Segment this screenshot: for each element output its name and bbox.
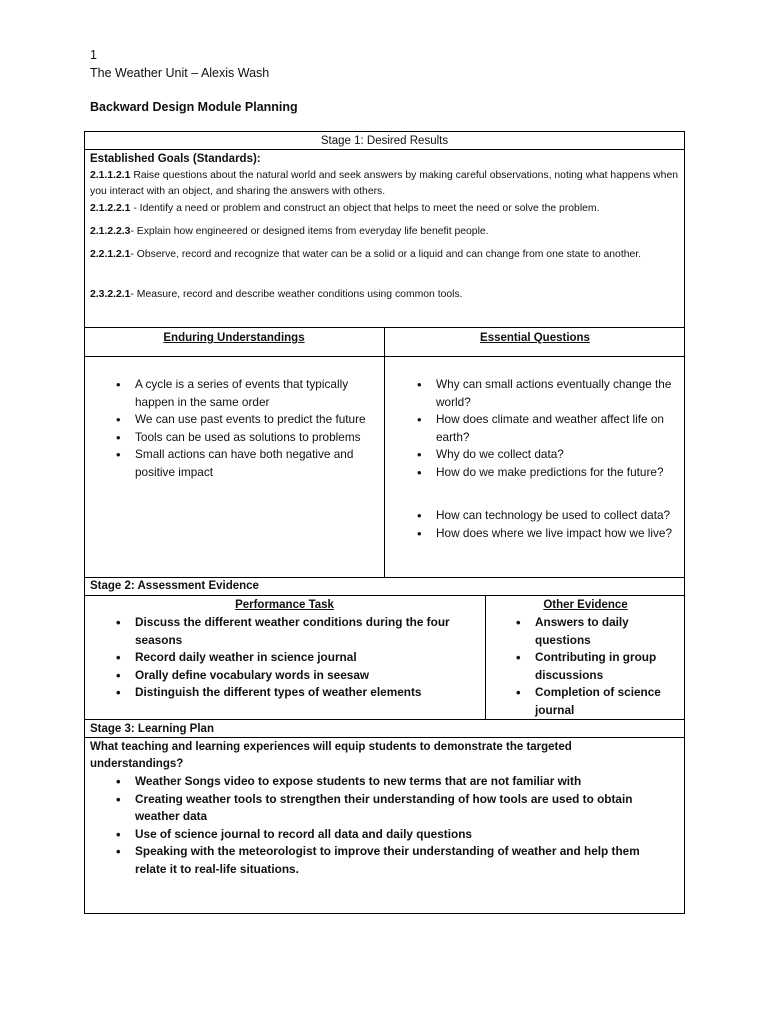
divider (84, 149, 685, 150)
stage1-title: Stage 1: Desired Results (320, 135, 449, 147)
goal-code: 2.3.2.2.1 (90, 289, 131, 300)
goal-item (90, 224, 680, 240)
goal-code: 2.2.1.2.1 (90, 249, 131, 260)
performance-task-list (113, 614, 479, 702)
list-item: • How can technology be used to collect data? (414, 507, 676, 525)
column-divider (485, 595, 486, 719)
column-divider (384, 327, 385, 577)
divider (84, 595, 685, 596)
divider (84, 719, 685, 720)
goal-item (90, 247, 670, 263)
list-item: • Weather Songs video to expose students to new terms that are not familiar with (113, 773, 653, 791)
list-item: • Why do we collect data? (414, 446, 676, 464)
page-number: 1 (90, 48, 97, 62)
list-item: • Creating weather tools to strengthen their understanding of how tools are used to obtain weather data (113, 791, 653, 826)
learning-plan-question: What teaching and learning experiences will equip students to demonstrate the targeted understandings? (90, 741, 572, 770)
list-item: • Record daily weather in science journal (113, 649, 479, 667)
list-item: • We can use past events to predict the future (113, 411, 381, 429)
goal-item (90, 287, 680, 303)
list-item: • How does where we live impact how we live? (414, 525, 676, 543)
goal-code: 2.1.1.2.1 (90, 170, 131, 181)
list-item: • How do we make predictions for the future? (414, 464, 676, 482)
list-item: • Discuss the different weather conditions during the four seasons (113, 614, 479, 649)
goal-text: - Identify a need or problem and construct an object that helps to meet the need or solve the problem. (130, 203, 600, 214)
list-item: • Use of science journal to record all data and daily questions (113, 826, 653, 844)
goal-text: - Explain how engineered or designed items from everyday life benefit people. (130, 226, 489, 237)
unit-title: The Weather Unit – Alexis Wash (90, 66, 270, 80)
enduring-understandings-list (113, 376, 381, 481)
divider (84, 737, 685, 738)
list-item: • Tools can be used as solutions to problems (113, 429, 381, 447)
other-evidence-heading: Other Evidence (543, 599, 628, 611)
learning-plan-list (113, 773, 653, 878)
stage2-title: Stage 2: Assessment Evidence (90, 580, 259, 592)
list-item: • Small actions can have both negative and positive impact (113, 446, 381, 481)
goal-text: - Measure, record and describe weather conditions using common tools. (130, 289, 463, 300)
list-item: • A cycle is a series of events that typically happen in the same order (113, 376, 381, 411)
essential-questions-list (414, 376, 676, 481)
goal-item (90, 168, 680, 200)
list-item: • Speaking with the meteorologist to improve their understanding of weather and help them relate it to real-life situations. (113, 843, 653, 878)
goal-code: 2.1.2.2.3 (90, 226, 131, 237)
goal-text: - Observe, record and recognize that water can be a solid or a liquid and can change from one state to another. (130, 249, 642, 260)
essential-questions-list-continued (414, 507, 676, 542)
other-evidence-list (513, 614, 681, 719)
list-item: • Completion of science journal (513, 684, 681, 719)
goal-code: 2.1.2.2.1 (90, 203, 131, 214)
goal-text: Raise questions about the natural world and seek answers by making careful observations, noting what happens when you interact with an object, and sharing the answers with others. (90, 170, 679, 197)
performance-task-heading: Performance Task (235, 599, 334, 611)
goals-heading: Established Goals (Standards): (90, 153, 261, 165)
essential-questions-heading: Essential Questions (480, 332, 590, 344)
document-title: Backward Design Module Planning (90, 100, 298, 114)
list-item: • Answers to daily questions (513, 614, 681, 649)
enduring-understandings-heading: Enduring Understandings (163, 332, 305, 344)
list-item: • Distinguish the different types of weather elements (113, 684, 479, 702)
list-item: • Contributing in group discussions (513, 649, 681, 684)
list-item: • How does climate and weather affect life on earth? (414, 411, 676, 446)
list-item: • Why can small actions eventually change the world? (414, 376, 676, 411)
list-item: • Orally define vocabulary words in seesaw (113, 667, 479, 685)
stage3-title: Stage 3: Learning Plan (90, 723, 214, 735)
goal-item (90, 201, 680, 217)
